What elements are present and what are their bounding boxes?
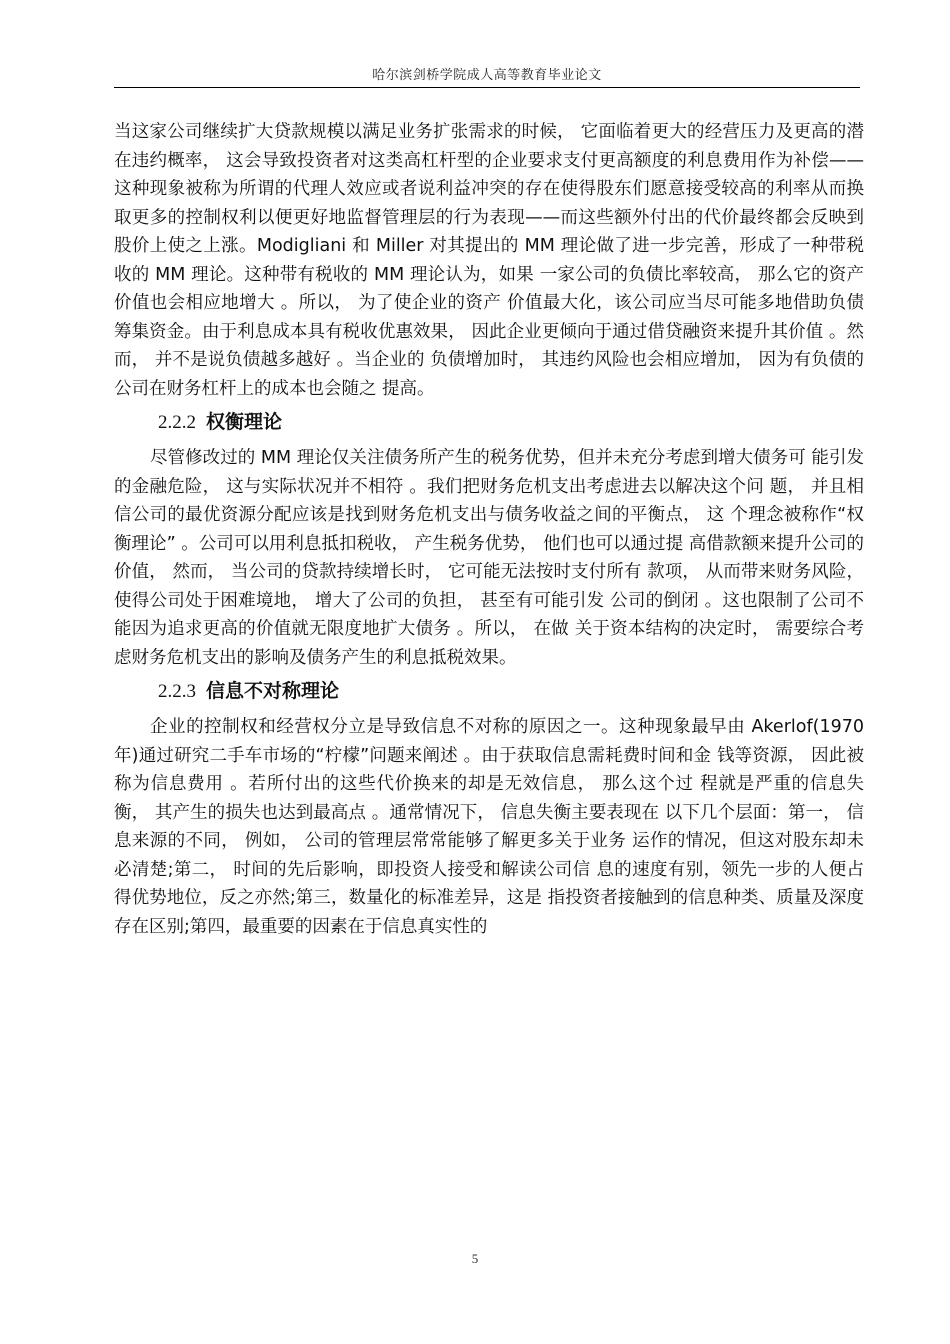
page-number: 5 xyxy=(471,1251,479,1266)
paragraph-information-asymmetry: 企业的控制权和经营权分立是导致信息不对称的原因之一。这种现象最早由 Akerlof(1970 年)通过研究二手车市场的“柠檬”问题来阐述 。由于获取信息需耗费时间和金 钱等资源， 因此被称为信息费用 。若所付出的这些代价换来的却是无效信息， 那么这个过 程就是严重的信息失衡， 其产生的损失也达到最高点 。通常情况下， 信息失衡主要表现在 以下几个层面：第一， 信息来源的不同， 例如， 公司的管理层常常能够了解更多关于业务 运作的情况，但这对股东却未必清楚;第二， 时间的先后影响，即投资人接受和解读公司信 息的速度有别，领先一步的人便占得优势地位，反之亦然;第三，数量化的标准差异，这是 指投资者接触到的信息种类、质量及深度存在区别;第四，最重要的因素在于信息真实性的 xyxy=(114,717,864,937)
running-header: 哈尔滨剑桥学院成人高等教育毕业论文 xyxy=(372,67,602,82)
header-divider xyxy=(114,87,860,88)
section-title: 权衡理论 xyxy=(206,411,283,433)
section-heading-2-2-2 xyxy=(158,405,864,440)
body-text xyxy=(114,118,864,941)
section-number: 2.2.2 xyxy=(158,412,196,433)
paragraph-tradeoff-theory: 尽管修改过的 MM 理论仅关注债务所产生的税务优势，但并未充分考虑到增大债务可 能引发的金融危险， 这与实际状况并不相符 。我们把财务危机支出考虑进去以解决这个问 题， 并且相信公司的最优资源分配应该是找到财务危机支出与债务收益之间的平衡点， 这 个理念被称作“权衡理论” 。公司可以用利息抵扣税收， 产生税务优势， 他们也可以通过提 高借款额来提升公司的价值， 然而， 当公司的贷款持续增长时， 它可能无法按时支付所有 款项， 从而带来财务风险， 使得公司处于困难境地， 增大了公司的负担， 甚至有可能引发 公司的倒闭 。这也限制了公司不能因为追求更高的价值就无限度地扩大债务 。所以， 在做 关于资本结构的决定时， 需要综合考虑财务危机支出的影响及债务产生的利息抵税效果。 xyxy=(114,448,864,668)
section-title: 信息不对称理论 xyxy=(206,680,340,702)
section-heading-2-2-3 xyxy=(158,674,864,709)
section-number: 2.2.3 xyxy=(158,681,196,702)
paragraph-continued: 当这家公司继续扩大贷款规模以满足业务扩张需求的时候， 它面临着更大的经营压力及更高的潜在违约概率， 这会导致投资者对这类高杠杆型的企业要求支付更高额度的利息费用作为补偿——这种现象被称为所谓的代理人效应或者说利益冲突的存在使得股东们愿意接受较高的利率从而换取更多的控制权利以便更好地监督管理层的行为表现——而这些额外付出的代价最终都会反映到股价上使之上涨。Modigliani 和 Miller 对其提出的 MM 理论做了进一步完善，形成了一种带税收的 MM 理论。这种带有税收的 MM 理论认为，如果 一家公司的负债比率较高， 那么它的资产价值也会相应地增大 。所以， 为了使企业的资产 价值最大化，该公司应当尽可能多地借助负债筹集资金。由于利息成本具有税收优惠效果， 因此企业更倾向于通过借贷融资来提升其价值 。然而， 并不是说负债越多越好 。当企业的 负债增加时， 其违约风险也会相应增加， 因为有负债的公司在财务杠杆上的成本也会随之 提高。 xyxy=(114,122,864,399)
